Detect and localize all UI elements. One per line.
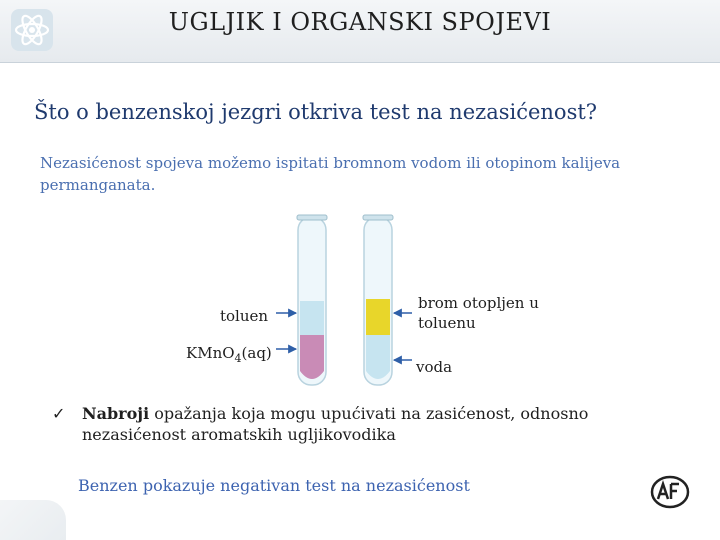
left-test-tube xyxy=(297,215,327,385)
intro-text: Nezasićenost spojeva možemo ispitati bromnom vodom ili otopinom kalijeva permanganata. xyxy=(40,154,621,194)
bromine-layer xyxy=(366,299,390,335)
kmno4-layer xyxy=(300,335,324,379)
slide-title: UGLJIK I ORGANSKI SPOJEVI xyxy=(168,8,552,36)
label-kmno4: KMnO$_4$(aq) xyxy=(186,344,272,365)
label-brom: brom otopljen u toluenu xyxy=(418,294,539,332)
slide-heading: Što o benzenskoj jezgri otkriva test na nezasićenost? xyxy=(34,100,598,124)
toluene-layer xyxy=(300,301,324,335)
right-test-tube xyxy=(363,215,393,385)
task-text: Nabroji opažanja koja mogu upućivati na zasićenost, odnosno nezasićenost aromatskih ugljikovodika xyxy=(82,404,589,444)
checkmark-icon: ✓ xyxy=(52,404,66,423)
conclusion-text: Benzen pokazuje negativan test na nezasićenost xyxy=(78,476,470,495)
test-tubes-diagram xyxy=(0,205,720,390)
water-layer xyxy=(366,335,390,379)
title-bar xyxy=(0,0,720,63)
corner-decoration xyxy=(0,500,66,540)
alfa-logo xyxy=(650,475,690,509)
label-toluen: toluen xyxy=(220,307,269,325)
label-voda: voda xyxy=(416,358,453,376)
